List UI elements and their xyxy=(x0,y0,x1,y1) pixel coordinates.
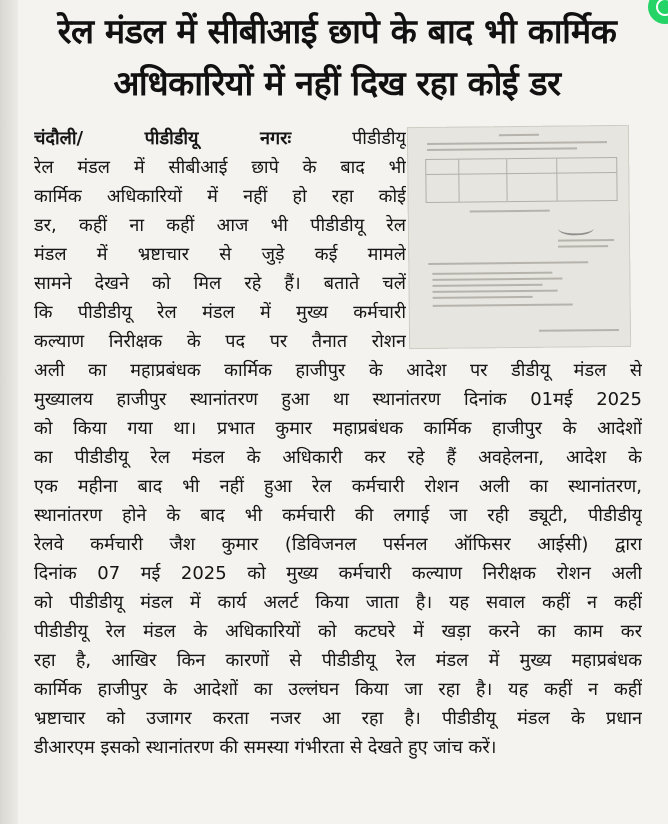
article-line: डर, कहीं ना कहीं आज भी पीडीडीयू रेल xyxy=(34,215,406,236)
article-line: स्थानांतरण होने के बाद भी कर्मचारी की लगाई जा रही ड्यूटी, पीडीडीयू xyxy=(34,505,642,526)
article-line: पीडीडीयू रेल मंडल के अधिकारियों को कटघरे में खड़ा करने का काम कर xyxy=(34,621,642,642)
article-line: कार्मिक हाजीपुर के आदेशों का उल्लंघन किया जा रहा है। यह कहीं न कहीं xyxy=(34,679,642,700)
headline-line-1: रेल मंडल में सीबीआई छापे के बाद भी कार्मिक xyxy=(57,12,617,52)
article-line: रहा है, आखिर किन कारणों से पीडीडीयू रेल मंडल में मुख्य महाप्रबंधक xyxy=(34,650,642,671)
page-edge xyxy=(0,0,18,824)
article-line: भ्रष्टाचार को उजागर करता नजर आ रहा है। पीडीडीयू मंडल के प्रधान xyxy=(34,708,642,729)
article-line: सामने देखने को मिल रहे हैं। बताते चलें xyxy=(34,273,406,294)
article-line: एक महीना बाद भी नहीं हुआ रेल कर्मचारी रोशन अली का स्थानांतरण, xyxy=(34,476,642,497)
article-line: डीआरएम इसको स्थानांतरण की समस्या गंभीरता से देखते हुए जांच करें। xyxy=(34,737,497,758)
article-line: कार्मिक अधिकारियों में नहीं हो रहा कोई xyxy=(34,186,406,207)
headline xyxy=(22,6,652,110)
article-line: को किया गया था। प्रभात कुमार महाप्रबंधक कार्मिक हाजीपुर के आदेशों xyxy=(34,418,642,439)
article-line: का पीडीडीयू रेल मंडल के अधिकारी कर रहे हैं अवहेलना, आदेश के xyxy=(34,447,642,468)
dateline: चंदौली/ पीडीडीयू नगरः xyxy=(34,128,292,149)
article-line: दिनांक 07 मई 2025 को मुख्य कर्मचारी कल्याण निरीक्षक रोशन अली xyxy=(34,563,642,584)
article-line: कि पीडीडीयू रेल मंडल में मुख्य कर्मचारी xyxy=(34,302,406,323)
article-line: रेलवे कर्मचारी जैश कुमार (डिविजनल पर्सनल ऑफिसर आईसी) द्वारा xyxy=(34,534,642,555)
article-line: अली का महाप्रबंधक कार्मिक हाजीपुर के आदेश पर डीडीयू मंडल से xyxy=(34,360,642,381)
article-line: चंदौली/ पीडीडीयू नगरः पीडीडीयू xyxy=(34,128,406,149)
article-body xyxy=(34,124,642,762)
article-line: कल्याण निरीक्षक के पद पर तैनात रोशन xyxy=(34,331,406,352)
article-line: मंडल में भ्रष्टाचार से जुड़े कई मामले xyxy=(34,244,406,265)
article-line: को पीडीडीयू मंडल में कार्य अलर्ट किया जाता है। यह सवाल कहीं न कहीं xyxy=(34,592,642,613)
headline-line-2: अधिकारियों में नहीं दिख रहा कोई डर xyxy=(113,64,561,104)
article-line: मुख्यालय हाजीपुर स्थानांतरण हुआ था स्थानांतरण दिनांक 01मई 2025 xyxy=(34,389,642,410)
article-line: रेल मंडल में सीबीआई छापे के बाद भी xyxy=(34,157,406,178)
